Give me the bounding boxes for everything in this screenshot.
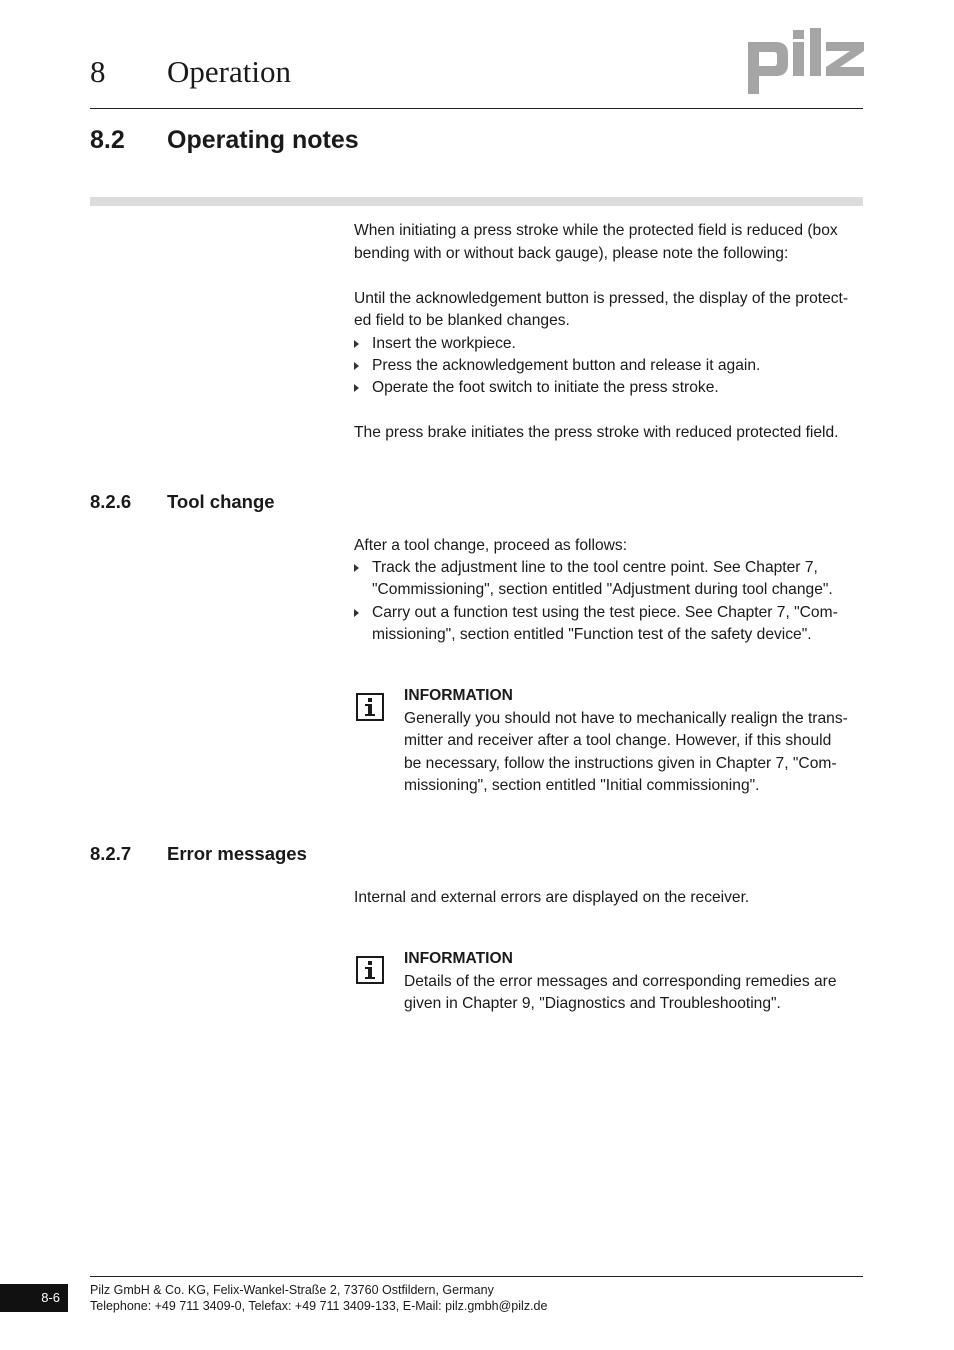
information-icon: [356, 956, 384, 984]
section-number: 8.2: [90, 126, 125, 154]
subsection-title-error-messages: Error messages: [167, 843, 307, 864]
intro-paragraph-1-line-1: When initiating a press stroke while the protected field is reduced (box: [354, 222, 838, 239]
information-text-line: be necessary, follow the instructions given in Chapter 7, "Com-: [404, 755, 837, 772]
header-rule: [90, 108, 863, 109]
information-heading: INFORMATION: [404, 687, 513, 704]
intro-paragraph-1-line-2: bending with or without back gauge), please note the following:: [354, 245, 789, 262]
tool-change-step-line: Track the adjustment line to the tool centre point. See Chapter 7,: [372, 559, 818, 576]
footer-address: Pilz GmbH & Co. KG, Felix-Wankel-Straße 2, 73760 Ostfildern, Germany: [90, 1283, 494, 1297]
intro-paragraph-2-line-2: ed field to be blanked changes.: [354, 312, 570, 329]
intro-step-text: Insert the workpiece.: [372, 335, 516, 352]
bullet-arrow-icon: [354, 340, 359, 348]
page-number: 8-6: [0, 1284, 68, 1312]
bullet-arrow-icon: [354, 609, 359, 617]
footer-contact: Telephone: +49 711 3409-0, Telefax: +49 711 3409-133, E-Mail: pilz.gmbh@pilz.de: [90, 1299, 548, 1313]
tool-change-lead: After a tool change, proceed as follows:: [354, 537, 628, 554]
intro-step-text: Operate the foot switch to initiate the press stroke.: [372, 379, 719, 396]
section-title: Operating notes: [167, 126, 359, 154]
tool-change-step-line: Carry out a function test using the test piece. See Chapter 7, "Com-: [372, 604, 838, 621]
bullet-arrow-icon: [354, 564, 359, 572]
section-divider-bar: [90, 197, 863, 206]
information-heading: INFORMATION: [404, 950, 513, 967]
information-text-line: missioning", section entitled "Initial commissioning".: [404, 777, 760, 794]
subsection-title-tool-change: Tool change: [167, 491, 275, 512]
intro-paragraph-2-line-1: Until the acknowledgement button is pressed, the display of the protect-: [354, 290, 849, 307]
information-text-line: Details of the error messages and corresponding remedies are: [404, 973, 837, 990]
intro-step-text: Press the acknowledgement button and release it again.: [372, 357, 761, 374]
bullet-arrow-icon: [354, 384, 359, 392]
information-icon: [356, 693, 384, 721]
chapter-title: Operation: [167, 54, 291, 89]
tool-change-step-line: missioning", section entitled "Function test of the safety device".: [372, 626, 812, 643]
information-text-line: given in Chapter 9, "Diagnostics and Troubleshooting".: [404, 995, 781, 1012]
subsection-number-tool-change: 8.2.6: [90, 491, 132, 512]
footer-rule: [90, 1276, 863, 1277]
error-messages-lead: Internal and external errors are displayed on the receiver.: [354, 889, 750, 906]
tool-change-step-line: "Commissioning", section entitled "Adjustment during tool change".: [372, 581, 833, 598]
pilz-logo: [748, 28, 864, 94]
bullet-arrow-icon: [354, 362, 359, 370]
intro-paragraph-3: The press brake initiates the press stroke with reduced protected field.: [354, 424, 839, 441]
subsection-number-error-messages: 8.2.7: [90, 843, 132, 864]
information-text-line: Generally you should not have to mechanically realign the trans-: [404, 710, 848, 727]
chapter-number: 8: [90, 54, 106, 89]
information-text-line: mitter and receiver after a tool change. However, if this should: [404, 732, 832, 749]
